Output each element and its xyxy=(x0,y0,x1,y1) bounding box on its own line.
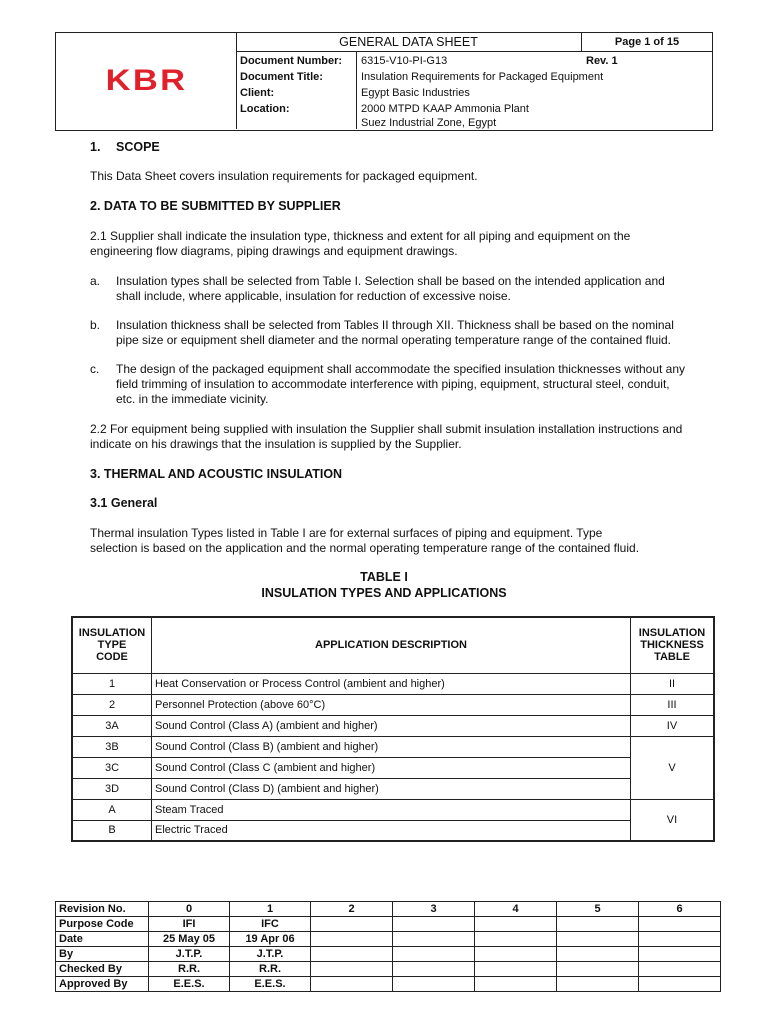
client: Egypt Basic Industries xyxy=(361,87,470,99)
table-1-subtitle: INSULATION TYPES AND APPLICATIONS xyxy=(261,586,507,600)
document-header xyxy=(55,32,713,131)
type-code-cell: A xyxy=(72,799,152,820)
table-row xyxy=(72,778,714,799)
revision-cell xyxy=(393,917,475,932)
revision-cell xyxy=(311,947,393,962)
header-type-code-line-3: CODE xyxy=(96,651,128,664)
thickness-table-cell: III xyxy=(631,694,715,715)
description-cell: Personnel Protection (above 60°C) xyxy=(152,694,631,715)
header-thickness-line-3: TABLE xyxy=(654,651,690,664)
item-a-line-1: Insulation types shall be selected from Table I. Selection shall be based on the intended application and xyxy=(116,274,665,288)
type-code-cell: 1 xyxy=(72,673,152,694)
header-title-row xyxy=(236,33,712,52)
section-3-1-line-2: selection is based on the application and the normal operating temperature range of the contained fluid. xyxy=(90,541,640,555)
item-a-label: a. xyxy=(90,274,101,288)
table-row xyxy=(72,757,714,778)
revision-cell xyxy=(639,917,721,932)
table-row xyxy=(72,799,714,820)
description-cell: Sound Control (Class C (ambient and higher) xyxy=(152,757,631,778)
revision-cell xyxy=(639,932,721,947)
item-c-label: c. xyxy=(90,362,100,376)
revision-label-cell: By xyxy=(56,947,149,962)
section-1-title: SCOPE xyxy=(116,140,160,154)
type-code-cell: 3C xyxy=(72,757,152,778)
revision-cell xyxy=(639,962,721,977)
type-code-cell: B xyxy=(72,820,152,841)
revision-cell xyxy=(393,932,475,947)
section-1-heading xyxy=(90,140,160,154)
revision-cell: IFI xyxy=(149,917,230,932)
logo-cell xyxy=(56,33,237,129)
para-2-2-line-1: 2.2 For equipment being supplied with insulation the Supplier shall submit insulation installation instructions and xyxy=(90,422,683,436)
revision-cell xyxy=(475,962,557,977)
para-2-2-line-2: indicate on his drawings that the insulation is supplied by the Supplier. xyxy=(90,437,462,451)
revision-col: 2 xyxy=(311,902,393,917)
revision-row-approved xyxy=(56,977,721,992)
doc-number: 6315-V10-PI-G13 xyxy=(361,55,448,67)
description-cell: Sound Control (Class D) (ambient and higher) xyxy=(152,778,631,799)
client-label: Client: xyxy=(240,87,275,99)
doc-title: Insulation Requirements for Packaged Equipment xyxy=(361,71,604,83)
revision-cell: IFC xyxy=(230,917,311,932)
revision-cell: 25 May 05 xyxy=(149,932,230,947)
table-header-row xyxy=(72,617,714,673)
description-cell: Steam Traced xyxy=(152,799,631,820)
thickness-table-cell: VI xyxy=(631,799,715,841)
page-indicator: Page 1 of 15 xyxy=(614,36,680,48)
revision-cell xyxy=(557,947,639,962)
revision-col: 6 xyxy=(639,902,721,917)
revision-cell: 19 Apr 06 xyxy=(230,932,311,947)
description-cell: Sound Control (Class B) (ambient and higher) xyxy=(152,736,631,757)
header-type-code-line-1: INSULATION xyxy=(78,627,146,640)
header-thickness-line-2: THICKNESS xyxy=(640,639,704,652)
revision-cell xyxy=(475,977,557,992)
doc-title-label: Document Title: xyxy=(240,71,323,83)
revision-cell xyxy=(557,962,639,977)
revision-cell xyxy=(311,977,393,992)
sheet-title: GENERAL DATA SHEET xyxy=(236,33,582,51)
thickness-table-cell: V xyxy=(631,736,715,799)
revision-label-cell: Purpose Code xyxy=(56,917,149,932)
insulation-types-table xyxy=(71,616,715,842)
header-type-code-line-2: TYPE xyxy=(97,639,127,652)
section-1-number: 1. xyxy=(90,140,101,154)
header-type-code xyxy=(72,617,152,673)
location-label: Location: xyxy=(240,103,290,115)
item-c-line-2: field trimming of insulation to accommodate interference with piping, equipment, structural steel, conduit, xyxy=(116,377,670,391)
revision-table xyxy=(55,901,721,992)
description-cell: Electric Traced xyxy=(152,820,631,841)
doc-number-label: Document Number: xyxy=(240,55,343,67)
revision-col: 5 xyxy=(557,902,639,917)
thickness-table-cell: II xyxy=(631,673,715,694)
table-1-title: TABLE I xyxy=(360,570,408,584)
item-c-line-3: etc. in the immediate vicinity. xyxy=(116,392,269,406)
revision-label: Rev. 1 xyxy=(586,55,618,67)
revision-cell: E.E.S. xyxy=(149,977,230,992)
revision-cell: J.T.P. xyxy=(149,947,230,962)
scope-text: This Data Sheet covers insulation requirements for packaged equipment. xyxy=(90,169,478,183)
revision-cell xyxy=(475,947,557,962)
company-logo: KBR xyxy=(105,64,187,97)
section-3-1-line-1: Thermal insulation Types listed in Table I are for external surfaces of piping and equipment. Type xyxy=(90,526,603,540)
revision-cell xyxy=(311,962,393,977)
item-b-line-2: pipe size or equipment shell diameter and the normal operating temperature range of the contained fluid. xyxy=(116,333,672,347)
revision-cell xyxy=(557,932,639,947)
type-code-cell: 3B xyxy=(72,736,152,757)
revision-cell xyxy=(639,947,721,962)
revision-row-by xyxy=(56,947,721,962)
revision-row-number xyxy=(56,902,721,917)
revision-row-purpose xyxy=(56,917,721,932)
revision-label-cell: Date xyxy=(56,932,149,947)
revision-col: 4 xyxy=(475,902,557,917)
section-3-1-heading: 3.1 General xyxy=(90,496,158,510)
revision-label-cell: Approved By xyxy=(56,977,149,992)
revision-cell xyxy=(475,917,557,932)
table-row xyxy=(72,736,714,757)
revision-cell xyxy=(557,917,639,932)
location-line-1: 2000 MTPD KAAP Ammonia Plant xyxy=(361,103,529,115)
revision-cell: R.R. xyxy=(230,962,311,977)
description-cell: Sound Control (Class A) (ambient and higher) xyxy=(152,715,631,736)
item-a-line-2: shall include, where applicable, insulation for reduction of excessive noise. xyxy=(116,289,511,303)
thickness-table-cell: IV xyxy=(631,715,715,736)
revision-col: 1 xyxy=(230,902,311,917)
para-2-1-line-2: engineering flow diagrams, piping drawings and equipment drawings. xyxy=(90,244,458,258)
revision-cell xyxy=(475,932,557,947)
section-3-heading: 3. THERMAL AND ACOUSTIC INSULATION xyxy=(90,467,343,481)
type-code-cell: 2 xyxy=(72,694,152,715)
revision-cell xyxy=(393,977,475,992)
type-code-cell: 3D xyxy=(72,778,152,799)
revision-cell: J.T.P. xyxy=(230,947,311,962)
revision-row-date xyxy=(56,932,721,947)
revision-label-cell: Revision No. xyxy=(56,902,149,917)
revision-cell xyxy=(393,947,475,962)
item-b-label: b. xyxy=(90,318,101,332)
item-b-line-1: Insulation thickness shall be selected from Tables II through XII. Thickness shall be based on the nominal xyxy=(116,318,674,332)
table-row xyxy=(72,673,714,694)
table-row xyxy=(72,715,714,736)
header-thickness-line-1: INSULATION xyxy=(638,627,706,640)
para-2-1-line-1: 2.1 Supplier shall indicate the insulation type, thickness and extent for all piping and equipment on the xyxy=(90,229,631,243)
header-divider xyxy=(356,51,357,129)
revision-cell xyxy=(393,962,475,977)
revision-cell: R.R. xyxy=(149,962,230,977)
revision-label-cell: Checked By xyxy=(56,962,149,977)
table-row xyxy=(72,820,714,841)
revision-cell xyxy=(557,977,639,992)
section-2-heading: 2. DATA TO BE SUBMITTED BY SUPPLIER xyxy=(90,199,341,213)
revision-cell xyxy=(639,977,721,992)
table-row xyxy=(72,694,714,715)
location-line-2: Suez Industrial Zone, Egypt xyxy=(361,117,497,129)
header-thickness-table xyxy=(631,617,715,673)
description-cell: Heat Conservation or Process Control (ambient and higher) xyxy=(152,673,631,694)
type-code-cell: 3A xyxy=(72,715,152,736)
revision-cell: E.E.S. xyxy=(230,977,311,992)
revision-cell xyxy=(311,932,393,947)
header-application-description: APPLICATION DESCRIPTION xyxy=(152,617,631,673)
revision-cell xyxy=(311,917,393,932)
revision-row-checked xyxy=(56,962,721,977)
revision-col: 3 xyxy=(393,902,475,917)
revision-col: 0 xyxy=(149,902,230,917)
item-c-line-1: The design of the packaged equipment shall accommodate the specified insulation thicknesses without any xyxy=(116,362,686,376)
